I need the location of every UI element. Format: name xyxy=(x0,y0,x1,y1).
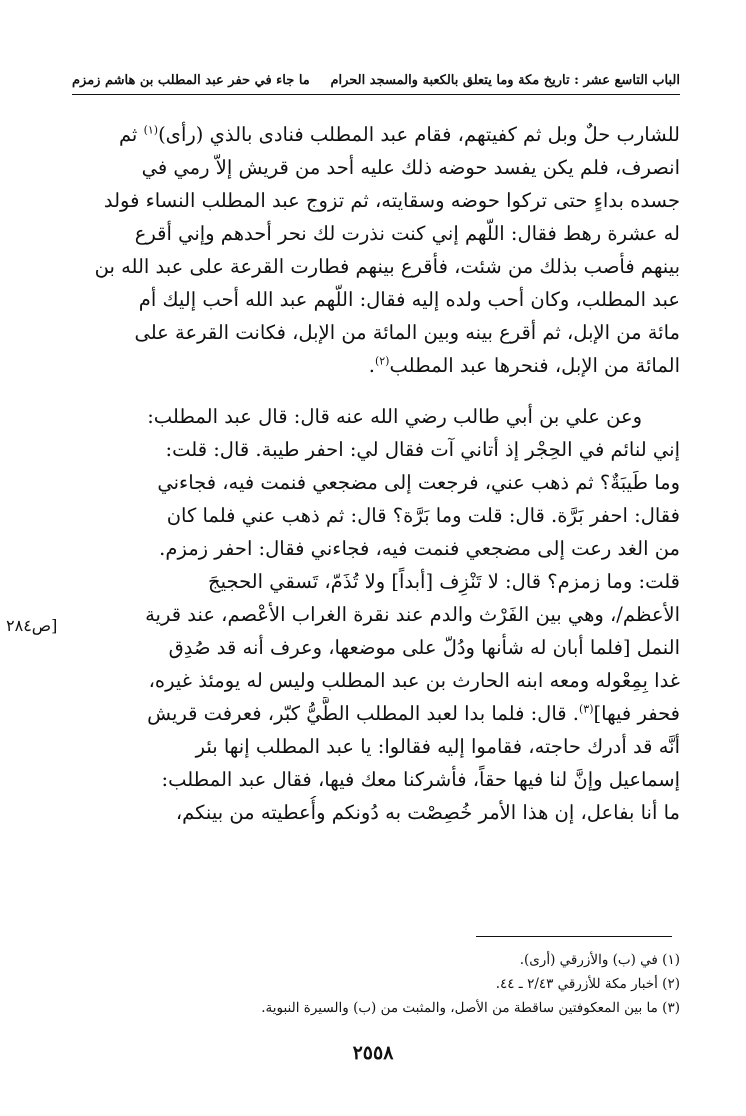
paragraph-2 xyxy=(68,400,680,829)
footnote-marker: (٣) xyxy=(579,702,594,716)
text-line: الأعظم/، وهي بين الفَرْث والدم عند نقرة الغراب الأعْصم، عند قرية xyxy=(145,603,680,626)
page-number: ٢٥٥٨ xyxy=(352,1042,394,1064)
manuscript-page-marker: [ص٢٨٤ xyxy=(6,616,58,635)
running-header xyxy=(72,58,680,88)
text-line: انصرف، فلم يكن يفسد حوضه ذلك عليه أحد من قريش إلاّ رمي في xyxy=(141,156,680,179)
header-divider xyxy=(72,94,680,95)
text-line: النمل [فلما أبان له شأنها ودُلّ على موضعها، وعرف أنه قد صُدِق xyxy=(168,636,680,659)
text-line: جسده بداءٍ حتى تركوا حوضه وسقايته، ثم تزوج عبد المطلب النساء فولد xyxy=(103,189,680,212)
footnote: (١) في (ب) والأزرقي (أرى). xyxy=(519,952,680,968)
header-chapter-title: الباب التاسع عشر : تاريخ مكة وما يتعلق بالكعبة والمسجد الحرام xyxy=(330,73,680,88)
text-line: المائة من الإبل، فنحرها عبد المطلب$^{(٢)}$. xyxy=(368,354,680,377)
text-line: فحفر فيها]$^{(٣)}$. قال: فلما بدا لعبد المطلب الطَّيُّ كبّر، فعرفت قريش xyxy=(147,702,680,725)
text-line: بينهم فأصب بذلك من شئت، فأقرع بينهم فطارت القرعة على عبد الله بن xyxy=(94,255,680,278)
footnotes xyxy=(70,948,680,1020)
text-line: للشارب حلٌ وبل ثم كفيتهم، فقام عبد المطلب فنادى بالذي (رأى)$^{(١)}$ ثم xyxy=(118,123,680,146)
text-line: عبد المطلب، وكان أحب ولده إليه فقال: اللّهم عبد الله أحب إليك أم xyxy=(138,288,680,311)
text-line: وما طَيبَةٌ؟ ثم ذهب عني، فرجعت إلى مضجعي فنمت فيه، فجاءني xyxy=(157,471,680,494)
text-line: مائة من الإبل، ثم أقرع بينه وبين المائة من الإبل، فكانت القرعة على xyxy=(134,321,680,344)
text-line: إني لنائم في الحِجْر إذ أتاني آت فقال لي: احفر طيبة. قال: قلت: xyxy=(165,438,680,461)
text-line: إسماعيل وإنَّ لنا فيها حقاً، فأشركنا معك فيها، فقال عبد المطلب: xyxy=(161,768,680,791)
footnote-marker: (١) xyxy=(143,123,159,137)
text-line: ما أنا بفاعل، إن هذا الأمر خُصِصْت به دُونكم وأُعطيته من بينكم، xyxy=(175,801,680,824)
footnote-marker: (٢) xyxy=(374,354,390,368)
footnote: (٢) أخبار مكة للأزرقي ٢/٤٣ ـ ٤٤. xyxy=(495,976,680,992)
text-line: قلت: وما زمزم؟ قال: لا تَنْزِف [أبداً] ولا تُذَمّ، تَسقي الحجيجَ xyxy=(208,570,680,593)
footnote: (٣) ما بين المعكوفتين ساقطة من الأصل، والمثبت من (ب) والسيرة النبوية. xyxy=(261,1000,680,1016)
main-text xyxy=(68,118,680,829)
text-line: أنَّه قد أدرك حاجته، فقاموا إليه فقالوا: يا عبد المطلب إنها بئر xyxy=(195,735,680,758)
footnote-divider xyxy=(476,936,672,937)
header-section-title: ما جاء في حفر عبد المطلب بن هاشم زمزم xyxy=(72,73,310,88)
paragraph-1 xyxy=(68,118,680,382)
text-line: وعن علي بن أبي طالب رضي الله عنه قال: قال عبد المطلب: xyxy=(147,405,642,428)
text-line: له عشرة رهط فقال: اللّهم إني كنت نذرت لك نحر أحدهم وإني أقرع xyxy=(134,222,680,245)
text-line: غدا بِمِعْوله ومعه ابنه الحارث بن عبد المطلب وليس له يومئذ غيره، xyxy=(148,669,680,692)
text-line: من الغد رعت إلى مضجعي فنمت فيه، فجاءني فقال: احفر زمزم. xyxy=(159,537,680,560)
text-line: فقال: احفر بَرَّة. قال: قلت وما بَرَّة؟ قال: ثم ذهب عني فلما كان xyxy=(166,504,680,527)
